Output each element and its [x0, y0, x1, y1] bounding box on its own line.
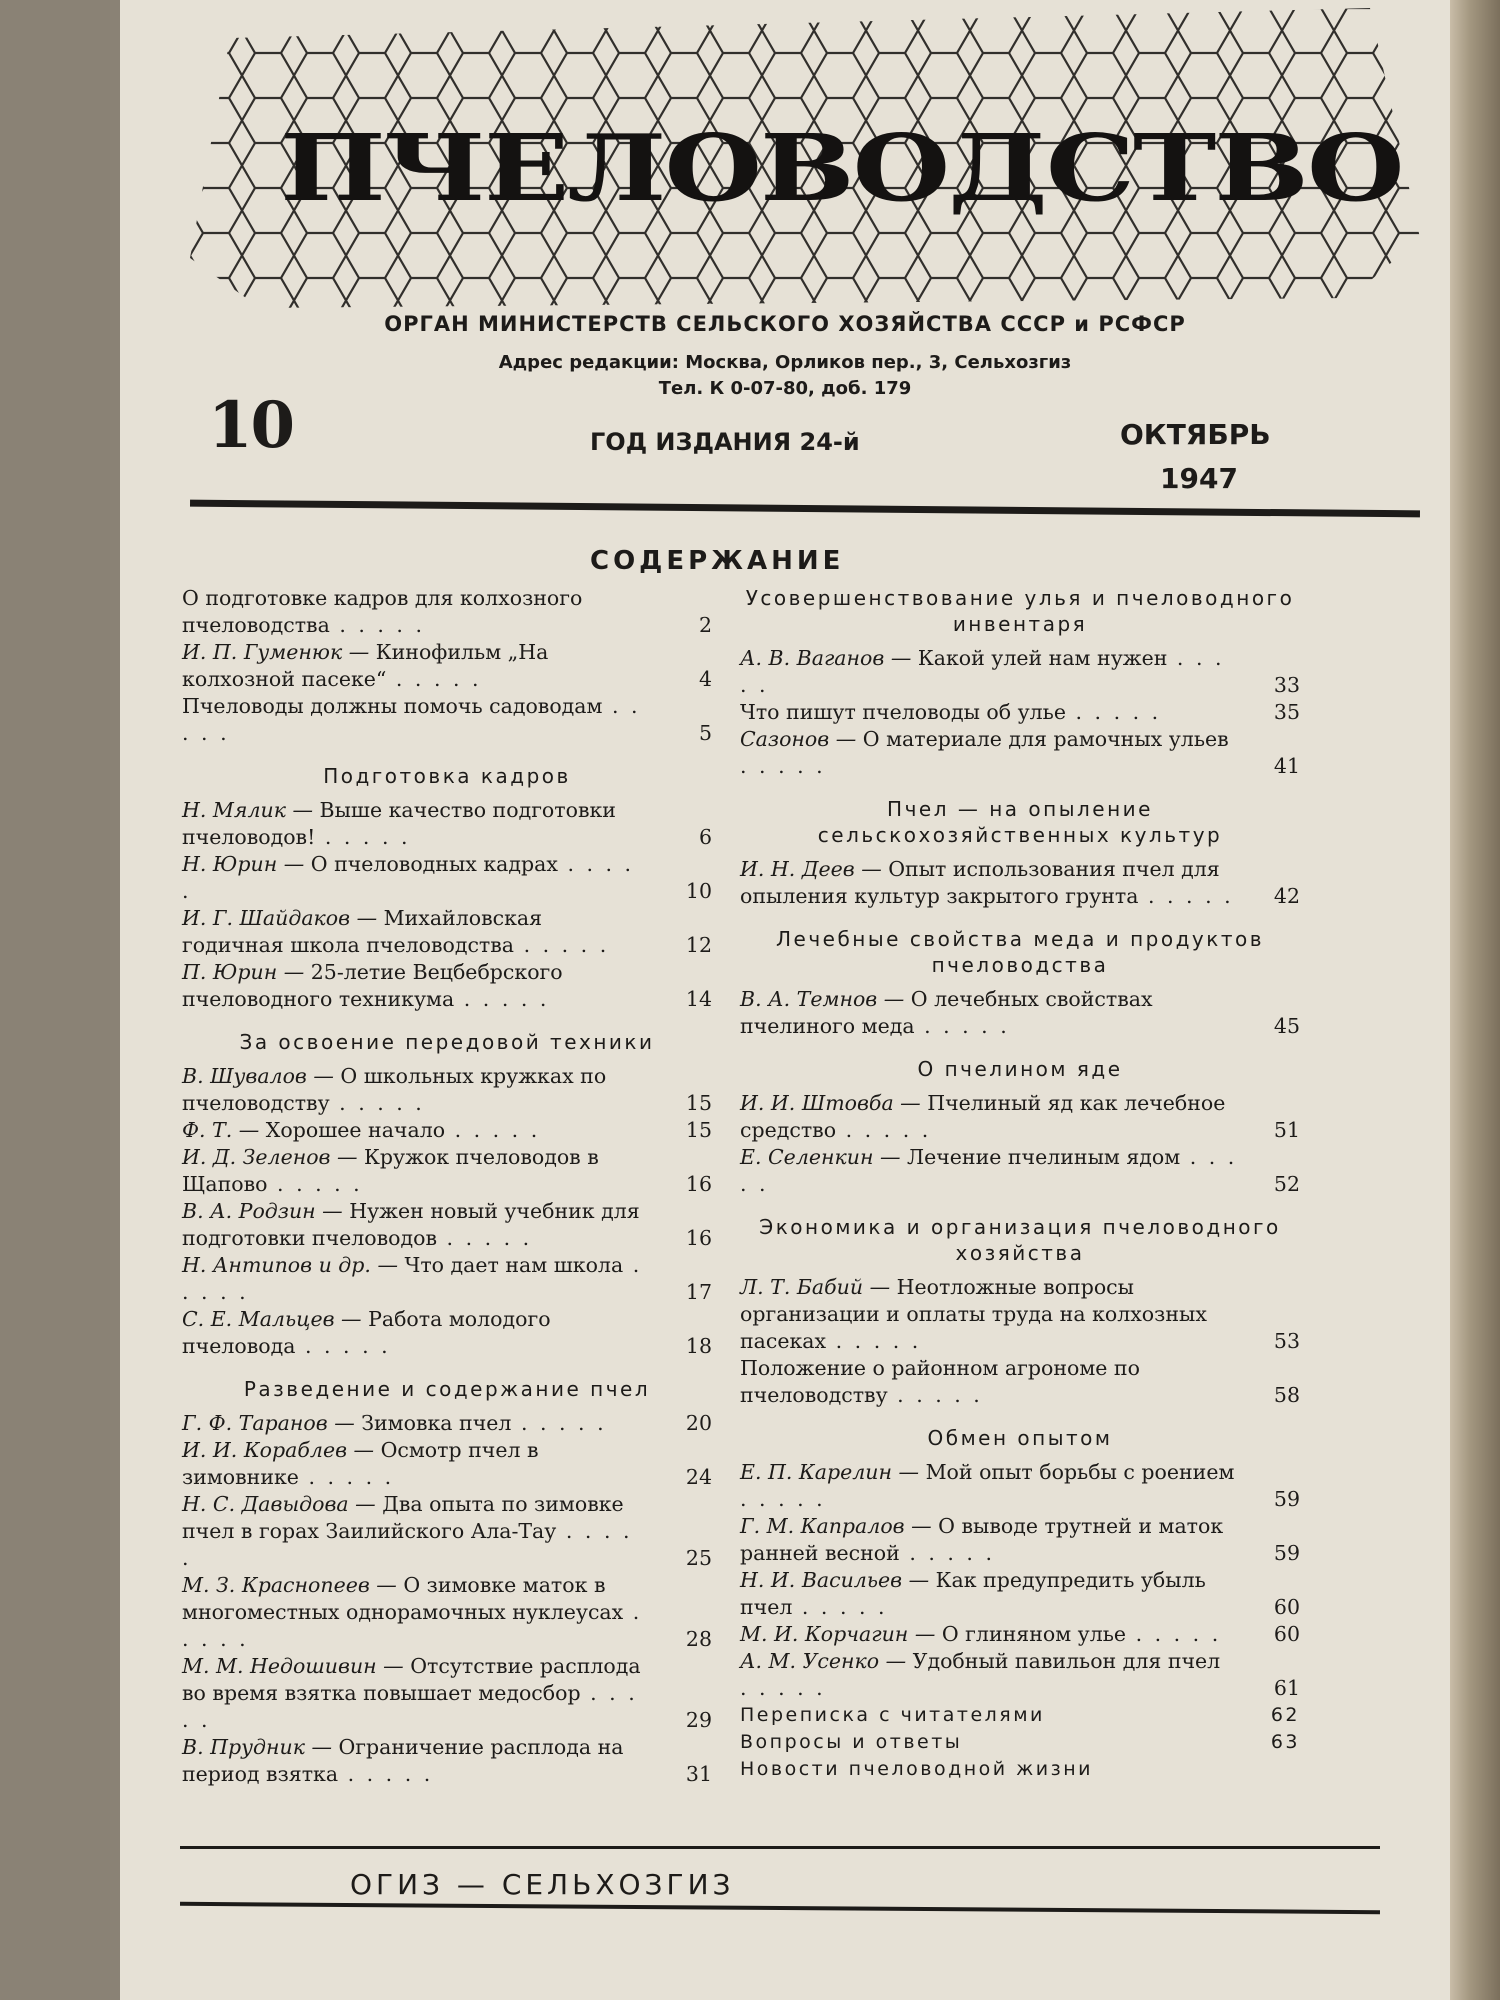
entry-text	[740, 1567, 1238, 1621]
entry-title: Осмотр пчел в зимовнике	[182, 1438, 539, 1489]
entry-title: 25-летие Вецбебрского пчеловодного техникума	[182, 960, 563, 1011]
entry-author: И. Д. Зеленов —	[182, 1145, 358, 1169]
entry-author: П. Юрин —	[182, 960, 305, 984]
entry-page: 4	[698, 667, 712, 691]
contents-entry	[182, 1572, 712, 1653]
entry-page: 6	[698, 825, 712, 849]
entry-author: И. Н. Деев —	[740, 857, 882, 881]
entry-page: 52	[1273, 1172, 1300, 1196]
entry-text	[740, 1459, 1238, 1513]
entry-author: А. В. Ваганов —	[740, 646, 912, 670]
entry-title: Два опыта по зимовке пчел в горах Заилийского Ала-Тау	[182, 1492, 624, 1543]
contents-entry	[182, 797, 712, 851]
entry-title: О пчеловодных кадрах	[310, 852, 558, 876]
entry-title: Выше качество подготовки пчеловодов!	[182, 798, 616, 849]
entry-text	[182, 1252, 650, 1306]
contents-entry	[740, 1648, 1300, 1702]
contents-entry	[182, 1144, 712, 1198]
dot-leader: . . . . .	[792, 1595, 888, 1619]
entry-text	[740, 699, 1238, 726]
entry-text	[182, 1572, 650, 1653]
section-heading: Обмен опытом	[927, 1426, 1113, 1450]
dot-leader: . . . . .	[298, 1465, 395, 1489]
contents-entry	[740, 1090, 1300, 1144]
book-spine	[1450, 0, 1500, 2000]
entry-title: О лечебных свойствах пчелиного меда	[740, 987, 1153, 1038]
phone-line: Тел. К 0-07-80, доб. 179	[658, 378, 912, 400]
entry-page: 18	[685, 1334, 712, 1358]
entry-author: Н. Антипов и др. —	[182, 1253, 398, 1277]
entry-author: А. М. Усенко —	[740, 1649, 907, 1673]
entry-title: Вопросы и ответы	[740, 1731, 963, 1753]
entry-text	[182, 639, 650, 693]
bottom-rule-lower	[180, 1902, 1380, 1914]
entry-title: О школьных кружках по пчеловодству	[182, 1064, 607, 1115]
entry-title: Какой улей нам нужен	[917, 646, 1168, 670]
contents-entry	[182, 1653, 712, 1734]
section-heading: Экономика и организация пчеловодного хозяйства	[759, 1215, 1281, 1265]
dot-leader: . . . . .	[1126, 1622, 1222, 1646]
contents-left-column	[182, 585, 712, 1788]
entry-page: 24	[685, 1465, 712, 1489]
entry-title: Переписка с читателями	[740, 1704, 1045, 1726]
contents-entry	[182, 1117, 712, 1144]
entry-title: Положение о районном агрономе по пчеловодству	[740, 1356, 1140, 1407]
entry-page: 16	[685, 1226, 712, 1250]
dot-leader: . . . . .	[914, 1014, 1010, 1038]
dot-leader: . . . . .	[182, 694, 641, 745]
contents-entry	[740, 1702, 1300, 1729]
dot-leader: . . . . .	[437, 1226, 533, 1250]
contents-entry	[740, 1355, 1300, 1409]
contents-entry	[182, 851, 712, 905]
entry-author: Г. М. Капралов —	[740, 1514, 932, 1538]
section-heading: Разведение и содержание пчел	[243, 1377, 651, 1401]
dot-leader: . . . . .	[1065, 700, 1162, 724]
entry-page: 59	[1273, 1487, 1300, 1511]
entry-title: Работа молодого пчеловода	[182, 1307, 551, 1358]
entry-title: Зимовка пчел	[361, 1411, 512, 1435]
dot-leader: . . . . .	[740, 646, 1225, 697]
entry-text	[182, 1198, 650, 1252]
dot-leader: . . . . .	[315, 825, 411, 849]
dot-leader: . . . . .	[454, 987, 550, 1011]
bottom-rule-upper	[180, 1846, 1380, 1849]
entry-title: Удобный павильон для пчел	[912, 1649, 1221, 1673]
entry-page: 45	[1273, 1014, 1300, 1038]
entry-title: Отсутствие расплода во время взятка повышает медосбор	[182, 1654, 641, 1705]
dot-leader: . . . . .	[740, 1676, 826, 1700]
dot-leader: . . . . .	[511, 1411, 607, 1435]
entry-page: 53	[1273, 1329, 1300, 1353]
contents-entry	[182, 585, 712, 639]
dot-leader: . . . . .	[338, 1762, 434, 1786]
entry-page: 28	[685, 1627, 712, 1651]
contents-entry	[182, 1252, 712, 1306]
entry-author: С. Е. Мальцев —	[182, 1307, 362, 1331]
contents-entry	[182, 1734, 712, 1788]
contents-entry	[740, 986, 1300, 1040]
entry-title: Что дает нам школа	[404, 1253, 624, 1277]
entry-text	[740, 1144, 1238, 1198]
entry-title: Пчелиный яд как лечебное средство	[740, 1091, 1226, 1142]
entry-title: Лечение пчелиным ядом	[907, 1145, 1181, 1169]
entry-text	[740, 1274, 1238, 1355]
entry-text	[182, 1144, 650, 1198]
entry-text	[182, 1491, 650, 1572]
entry-title: О глиняном улье	[941, 1622, 1127, 1646]
entry-text	[182, 1437, 650, 1491]
entry-text	[740, 726, 1238, 780]
entry-text	[182, 1063, 650, 1117]
entry-text	[182, 585, 650, 639]
entry-title: О выводе трутней и маток ранней весной	[740, 1514, 1224, 1565]
entry-text	[740, 1513, 1238, 1567]
entry-author: Н. Юрин —	[182, 852, 305, 876]
entry-author: И. П. Гуменюк —	[182, 640, 370, 664]
entry-text	[182, 959, 650, 1013]
entry-text	[182, 1653, 650, 1734]
entry-page: 31	[685, 1762, 712, 1786]
entry-text	[182, 1734, 650, 1788]
entry-text	[182, 905, 650, 959]
entry-author: М. И. Корчагин —	[740, 1622, 936, 1646]
entry-author: Н. С. Давыдова —	[182, 1492, 376, 1516]
address-line: Адрес редакции: Москва, Орликов пер., 3, Сельхозгиз	[498, 352, 1072, 373]
entry-page: 58	[1273, 1383, 1300, 1407]
entry-page: 14	[685, 987, 712, 1011]
masthead	[190, 8, 1420, 313]
dot-leader: . . . . .	[182, 1519, 633, 1570]
entry-page: 17	[685, 1280, 712, 1304]
entry-title: Что пишут пчеловоды об улье	[740, 700, 1066, 724]
contents-entry	[182, 639, 712, 693]
entry-author: Е. Селенкин —	[740, 1145, 901, 1169]
dot-leader: . . . . .	[182, 1681, 638, 1732]
entry-text	[740, 1648, 1238, 1702]
editorial-address	[270, 350, 1300, 402]
contents-entry	[740, 645, 1300, 699]
entry-text	[740, 645, 1238, 699]
entry-text	[182, 1117, 650, 1144]
dot-leader: . . . . .	[386, 667, 482, 691]
entry-page: 33	[1273, 673, 1300, 697]
entry-page: 63	[1270, 1731, 1300, 1753]
section-heading: Лечебные свойства меда и продуктов пчеловодства	[775, 927, 1264, 977]
contents-entry	[182, 959, 712, 1013]
entry-page: 2	[698, 613, 712, 637]
entry-page: 59	[1273, 1541, 1300, 1565]
entry-page: 41	[1273, 754, 1300, 778]
issue-month: ОКТЯБРЬ	[1120, 418, 1271, 451]
entry-author: В. А. Темнов —	[740, 987, 905, 1011]
dot-leader: . . . . .	[899, 1541, 995, 1565]
contents-entry	[182, 693, 712, 747]
entry-author: И. И. Штовба —	[740, 1091, 921, 1115]
dot-leader: . . . . .	[887, 1383, 983, 1407]
entry-title: Новости пчеловодной жизни	[740, 1758, 1093, 1780]
entry-page: 29	[685, 1708, 712, 1732]
dot-leader: . . . . .	[740, 754, 826, 778]
entry-author: Г. Ф. Таранов —	[182, 1411, 355, 1435]
entry-title: Хорошее начало	[265, 1118, 446, 1142]
entry-title: Михайловская годичная школа пчеловодства	[182, 906, 543, 957]
entry-page: 42	[1273, 884, 1300, 908]
section-heading: О пчелином яде	[917, 1057, 1123, 1081]
contents-entry	[182, 1063, 712, 1117]
entry-title: Как предупредить убыль пчел	[740, 1568, 1206, 1619]
entry-text	[740, 1621, 1238, 1648]
entry-title: Опыт использования пчел для опыления культур закрытого грунта	[740, 857, 1220, 908]
contents-entry	[740, 1567, 1300, 1621]
entry-page: 60	[1273, 1595, 1300, 1619]
contents-entry	[740, 856, 1300, 910]
dot-leader: . . . . .	[329, 1091, 425, 1115]
entry-author: И. И. Кораблев —	[182, 1438, 375, 1462]
entry-author: Ф. Т. —	[182, 1118, 260, 1142]
entry-text	[182, 851, 650, 905]
entry-page: 5	[698, 721, 712, 745]
dot-leader: . . . . .	[514, 933, 610, 957]
entry-text	[740, 856, 1238, 910]
contents-entry	[182, 905, 712, 959]
entry-text	[740, 986, 1238, 1040]
entry-author: М. З. Краснопеев —	[182, 1573, 397, 1597]
contents-entry	[740, 1144, 1300, 1198]
entry-author: Л. Т. Бабий —	[740, 1275, 891, 1299]
entry-title: Пчеловоды должны помочь садоводам	[182, 694, 603, 718]
dot-leader: . . . . .	[1138, 884, 1234, 908]
entry-title: Ограничение расплода на период взятка	[182, 1735, 624, 1786]
entry-title: Мой опыт борьбы с роением	[925, 1460, 1235, 1484]
publisher-footer: ОГИЗ — СЕЛЬХОЗГИЗ	[350, 1868, 735, 1901]
contents-entry	[182, 1437, 712, 1491]
entry-text	[740, 1355, 1238, 1409]
entry-page: 62	[1270, 1704, 1300, 1726]
dot-leader: . . . . .	[740, 1487, 826, 1511]
entry-title: О зимовке маток в многоместных однорамочных нуклеусах	[182, 1573, 624, 1624]
dot-leader: . . . . .	[329, 613, 425, 637]
dot-leader: . . . . .	[740, 1145, 1238, 1196]
entry-title: О материале для рамочных ульев	[862, 727, 1229, 751]
entry-author: Н. Мялик —	[182, 798, 313, 822]
contents-entry	[182, 1306, 712, 1360]
contents-entry	[740, 726, 1300, 780]
journal-title: ПЧЕЛОВОДСТВО	[280, 114, 1403, 223]
entry-author: И. Г. Шайдаков —	[182, 906, 378, 930]
entry-page: 16	[685, 1172, 712, 1196]
contents-entry	[740, 1459, 1300, 1513]
entry-text	[182, 797, 650, 851]
issue-year: 1947	[1160, 462, 1238, 495]
header-rule	[190, 500, 1420, 518]
entry-author: М. М. Недошивин —	[182, 1654, 404, 1678]
contents-entry	[182, 1410, 712, 1437]
entry-title: Кинофильм „На колхозной пасеке“	[182, 640, 549, 691]
dot-leader: . . . . .	[826, 1329, 922, 1353]
dot-leader: . . . . .	[267, 1172, 363, 1196]
section-heading: Подготовка кадров	[323, 764, 571, 788]
contents-entry	[740, 1621, 1300, 1648]
dot-leader: . . . . .	[182, 1600, 643, 1651]
journal-page	[120, 0, 1450, 2000]
entry-title: Неотложные вопросы организации и оплаты труда на колхозных пасеках	[740, 1275, 1207, 1353]
dot-leader: . . . . .	[182, 1253, 643, 1304]
entry-page: 25	[685, 1546, 712, 1570]
entry-page: 12	[685, 933, 712, 957]
entry-page: 15	[685, 1118, 712, 1142]
organ-line: ОРГАН МИНИСТЕРСТВ СЕЛЬСКОГО ХОЗЯЙСТВА СССР и РСФСР	[384, 312, 1186, 336]
dot-leader: . . . . .	[445, 1118, 541, 1142]
entry-author: Н. И. Васильев —	[740, 1568, 930, 1592]
entry-page: 51	[1273, 1118, 1300, 1142]
entry-title: Нужен новый учебник для подготовки пчеловодов	[182, 1199, 640, 1250]
contents-entry	[740, 699, 1300, 726]
dot-leader: . . . . .	[836, 1118, 932, 1142]
entry-page: 20	[685, 1411, 712, 1435]
entry-author: В. Прудник —	[182, 1735, 332, 1759]
contents-entry	[182, 1491, 712, 1572]
contents-entry	[740, 1274, 1300, 1355]
entry-page: 61	[1273, 1676, 1300, 1700]
contents-entry	[182, 1198, 712, 1252]
entry-page: 15	[685, 1091, 712, 1115]
entry-text	[182, 693, 650, 747]
entry-author: Сазонов —	[740, 727, 857, 751]
contents-heading: СОДЕРЖАНИЕ	[590, 546, 845, 576]
entry-title: О подготовке кадров для колхозного пчеловодства	[182, 586, 583, 637]
issue-number: 10	[208, 388, 294, 463]
entry-title: Кружок пчеловодов в Щапово	[182, 1145, 599, 1196]
section-heading: Пчел — на опыление сельскохозяйственных культур	[817, 797, 1223, 847]
entry-page: 60	[1273, 1622, 1300, 1646]
contents-right-column	[740, 585, 1300, 1783]
entry-author: В. Шувалов —	[182, 1064, 334, 1088]
entry-page: 10	[685, 879, 712, 903]
contents-entry	[740, 1513, 1300, 1567]
contents-entry	[740, 1756, 1300, 1783]
entry-author: Е. П. Карелин —	[740, 1460, 920, 1484]
entry-text	[740, 1090, 1238, 1144]
publication-year: ГОД ИЗДАНИЯ 24-й	[590, 428, 860, 456]
entry-text	[182, 1306, 650, 1360]
entry-page: 35	[1273, 700, 1300, 724]
dot-leader: . . . . .	[295, 1334, 391, 1358]
contents-entry	[740, 1729, 1300, 1756]
dot-leader: . . . . .	[182, 852, 635, 903]
section-heading: Усовершенствование улья и пчеловодного инвентаря	[745, 586, 1295, 636]
entry-text	[182, 1410, 650, 1437]
section-heading: За освоение передовой техники	[239, 1030, 655, 1054]
entry-author: В. А. Родзин —	[182, 1199, 343, 1223]
